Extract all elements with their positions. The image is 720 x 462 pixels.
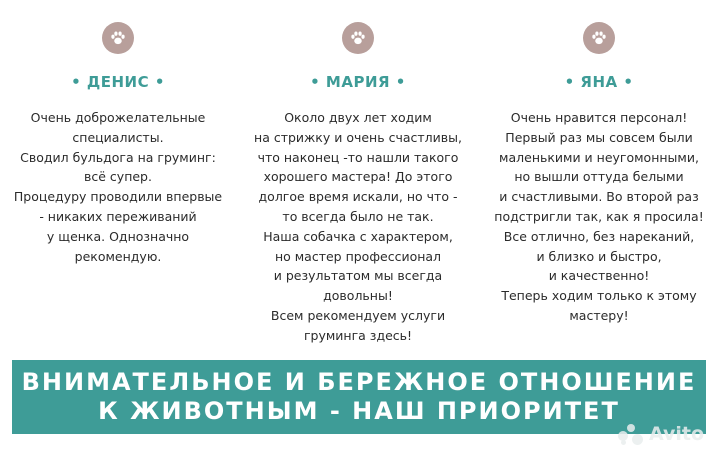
review-line: и близко и быстро, xyxy=(536,248,662,264)
review-line: подстригли так, как я просила! xyxy=(494,208,704,224)
review-line: Теперь ходим только к этому xyxy=(501,288,697,304)
review-line: долгое время искали, но что - xyxy=(258,189,458,205)
reviewer-name: • ЯНА • xyxy=(564,73,634,91)
avito-logo-icon xyxy=(618,422,644,446)
review-line: специалисты. xyxy=(72,129,164,145)
review-line: Все отлично, без нареканий, xyxy=(503,228,695,244)
review-line: Наша собачка с характером, xyxy=(263,228,453,244)
review-line: но мастер профессионал xyxy=(274,248,442,264)
review-line: что наконец -то нашли такого xyxy=(257,149,459,165)
paw-icon xyxy=(342,22,374,54)
review-line: Сводил бульдога на груминг: xyxy=(20,149,216,165)
avito-watermark xyxy=(618,420,714,448)
review-line: у щенка. Однозначно xyxy=(46,228,190,244)
review-card-maria xyxy=(238,22,478,346)
review-text xyxy=(238,108,478,346)
watermark-text: Avito xyxy=(649,423,705,445)
review-card-yana xyxy=(478,22,720,326)
banner-text-line-2: К ЖИВОТНЫМ - НАШ ПРИОРИТЕТ xyxy=(98,397,620,425)
reviewer-name: • МАРИЯ • xyxy=(310,73,406,91)
review-line: Очень доброжелательные xyxy=(30,110,206,125)
review-line: Первый раз мы совсем были xyxy=(505,129,693,145)
review-line: Около двух лет ходим xyxy=(284,110,432,125)
review-line: Процедуру проводили впервые xyxy=(13,189,223,205)
reviewer-name: • ДЕНИС • xyxy=(71,73,165,91)
review-line: на стрижку и очень счастливы, xyxy=(254,129,462,145)
review-line: то всегда было не так. xyxy=(282,208,434,224)
review-line: и результатом мы всегда xyxy=(273,268,443,284)
review-line: мастеру! xyxy=(569,307,629,323)
review-line: Очень нравится персонал! xyxy=(510,110,688,125)
review-line: маленькими и неугомонными, xyxy=(499,149,699,165)
review-line: Всем рекомендуем услуги xyxy=(270,307,446,323)
review-line: всё супер. xyxy=(84,169,152,185)
review-line: груминга здесь! xyxy=(303,327,413,343)
review-line: хорошего мастера! До этого xyxy=(263,169,453,185)
review-line: - никаких переживаний xyxy=(39,208,197,224)
review-line: но вышли оттуда белыми xyxy=(514,169,684,185)
review-text xyxy=(0,108,236,266)
review-line: довольны! xyxy=(323,288,393,304)
review-line: и счастливыми. Во второй раз xyxy=(499,189,699,205)
paw-icon xyxy=(102,22,134,54)
banner-text-line-1: ВНИМАТЕЛЬНОЕ И БЕРЕЖНОЕ ОТНОШЕНИЕ xyxy=(21,368,697,396)
priority-banner xyxy=(12,360,706,434)
review-text xyxy=(478,108,720,326)
review-line: рекомендую. xyxy=(74,248,162,264)
review-card-denis xyxy=(0,22,236,266)
review-line: и качественно! xyxy=(548,268,650,284)
paw-icon xyxy=(583,22,615,54)
